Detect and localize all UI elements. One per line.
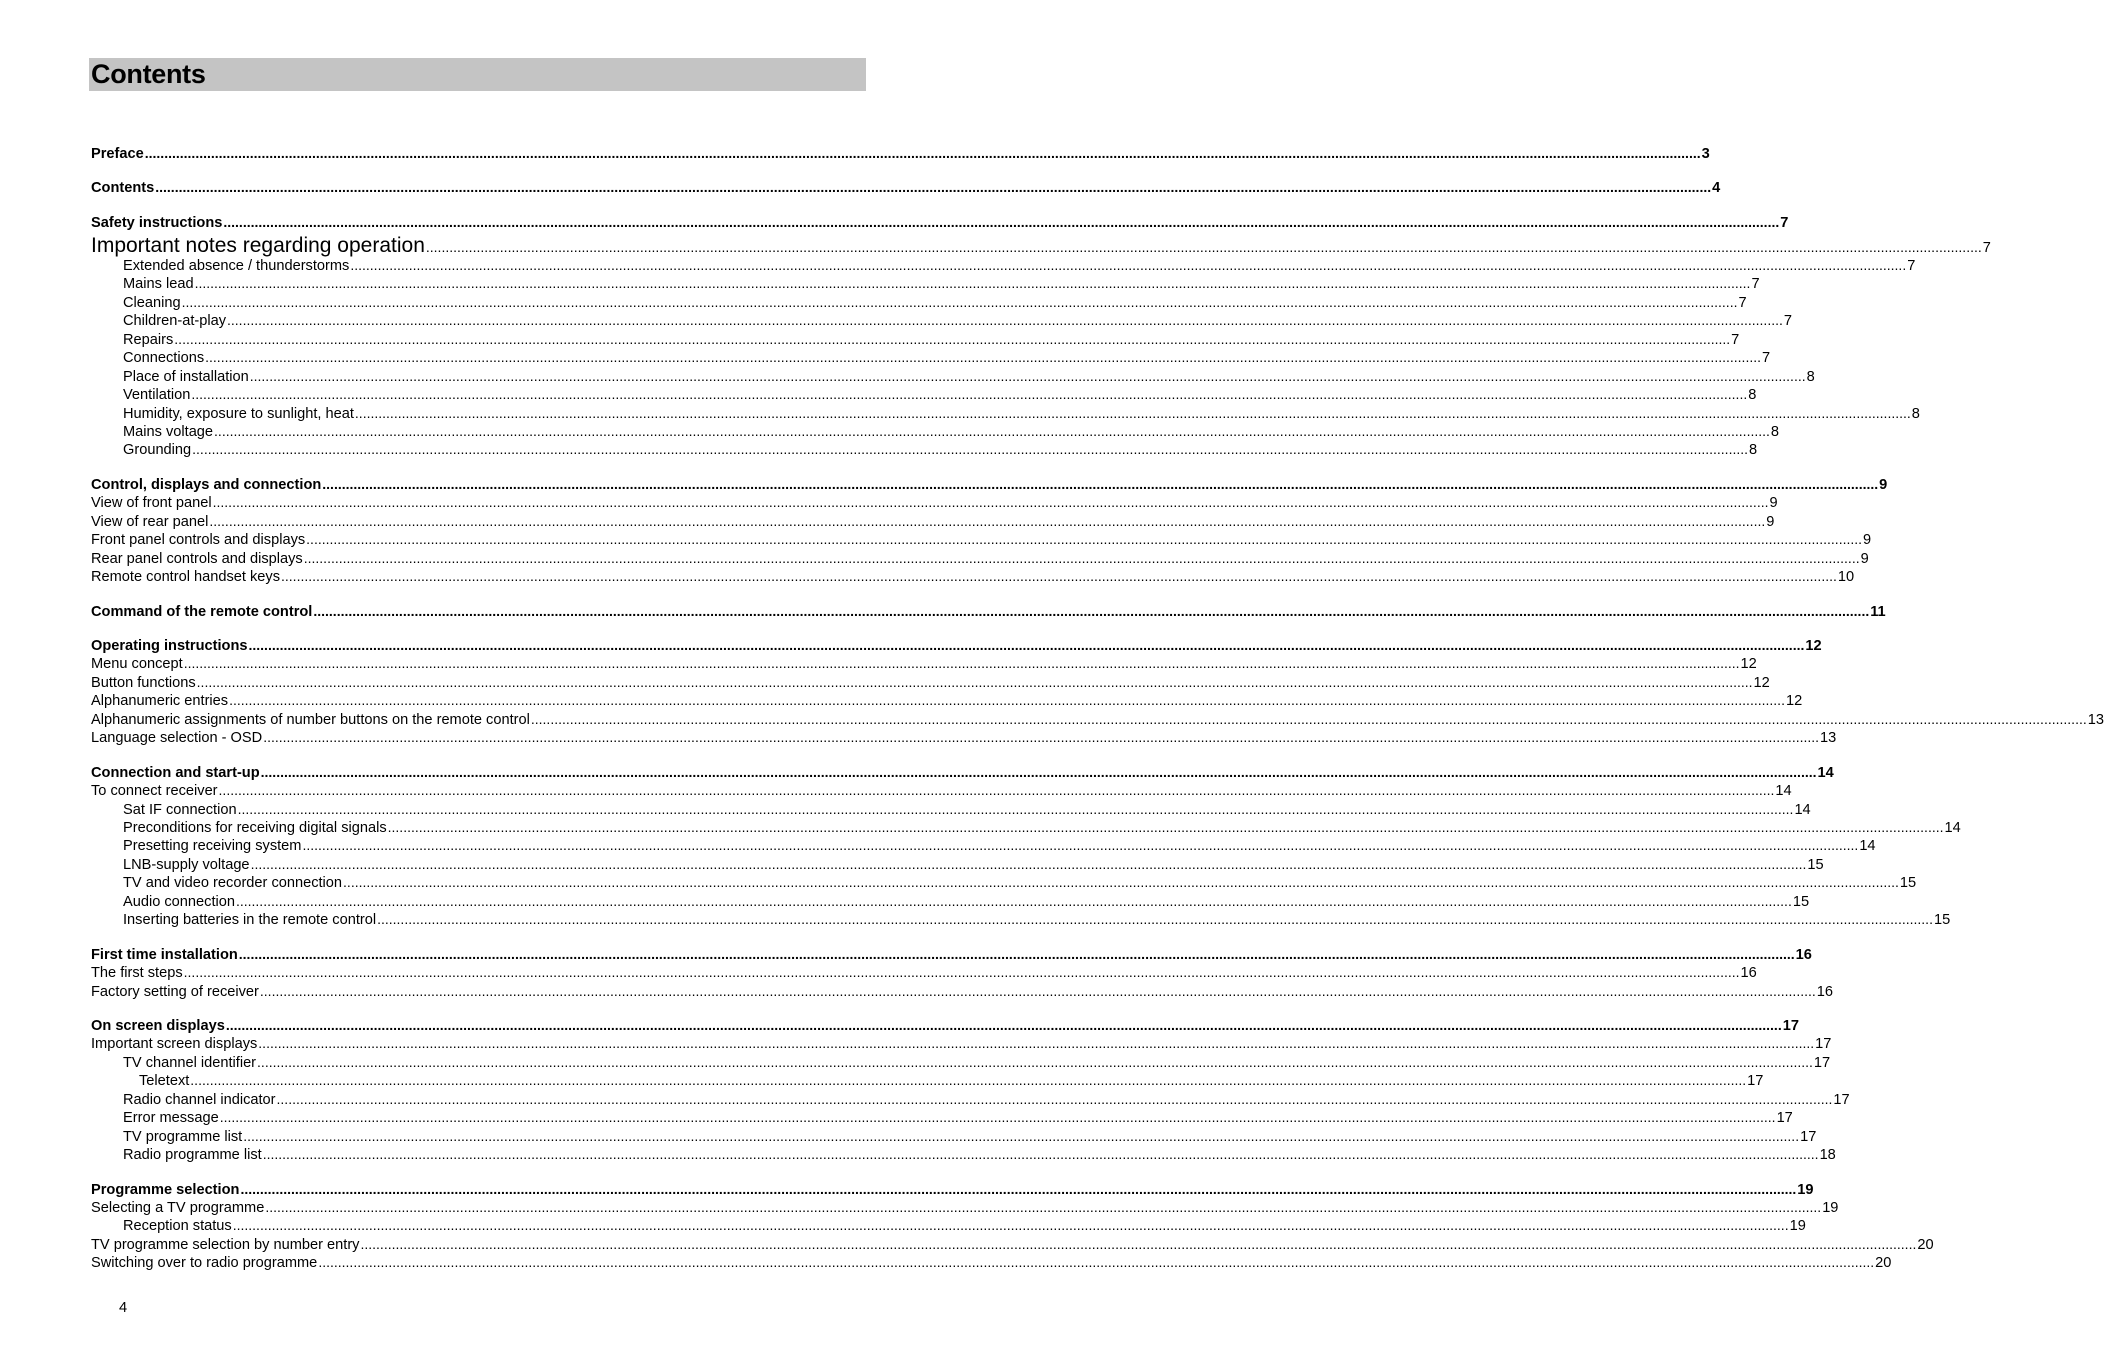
toc-entry [123, 910, 1951, 928]
toc-entry-title: Connection and start-up [91, 765, 260, 781]
toc-entry [123, 1216, 1806, 1234]
toc-dot-leader: ................................................................................................................................................................................................................................................................................................................................................................................................................ [238, 946, 1795, 962]
toc-dot-leader: ................................................................................................................................................................................................................................................................................................................................................................................................................ [174, 331, 1731, 347]
page-title: Contents [91, 59, 206, 89]
toc-dot-leader: ................................................................................................................................................................................................................................................................................................................................................................................................................ [237, 801, 1794, 817]
toc-entry-title: Factory setting of receiver [91, 984, 259, 1000]
toc-dot-leader: ................................................................................................................................................................................................................................................................................................................................................................................................................ [343, 874, 1899, 890]
toc-entry-page: 15 [1807, 857, 1824, 873]
toc-entry-page: 4 [1712, 180, 1721, 196]
toc-entry-title: TV programme list [123, 1129, 243, 1145]
toc-entry-page: 12 [1753, 675, 1770, 691]
toc-dot-leader: ................................................................................................................................................................................................................................................................................................................................................................................................................ [235, 893, 1792, 909]
toc-dot-leader: ................................................................................................................................................................................................................................................................................................................................................................................................................ [183, 655, 1740, 671]
toc-entry-page: 14 [1794, 802, 1811, 818]
toc-dot-leader: ................................................................................................................................................................................................................................................................................................................................................................................................................ [250, 856, 1807, 872]
toc-entry [123, 440, 1758, 458]
toc-entry [91, 530, 1872, 548]
toc-entry-page: 7 [1907, 258, 1916, 274]
toc-entry-title: Sat IF connection [123, 802, 237, 818]
toc-entry-page: 17 [1800, 1129, 1817, 1145]
toc-dot-leader: ................................................................................................................................................................................................................................................................................................................................................................................................................ [257, 1054, 1813, 1070]
toc-dot-leader: ................................................................................................................................................................................................................................................................................................................................................................................................................ [425, 239, 1982, 255]
toc-entry [91, 1016, 1799, 1034]
toc-entry [91, 763, 1834, 781]
toc-dot-leader: ................................................................................................................................................................................................................................................................................................................................................................................................................ [322, 476, 1879, 492]
toc-entry [123, 800, 1811, 818]
toc-entry-title: Error message [123, 1110, 219, 1126]
toc-entry-title: Important screen displays [91, 1036, 258, 1052]
toc-entry [91, 567, 1855, 585]
toc-entry-title: Switching over to radio programme [91, 1255, 318, 1271]
toc-entry-page: 12 [1805, 638, 1822, 654]
toc-entry-title: Presetting receiving system [123, 838, 302, 854]
toc-dot-leader: ................................................................................................................................................................................................................................................................................................................................................................................................................ [258, 1035, 1815, 1051]
contents-heading-bar [89, 58, 866, 91]
toc-dot-leader: ................................................................................................................................................................................................................................................................................................................................................................................................................ [191, 386, 1748, 402]
toc-entry-page: 17 [1813, 1055, 1831, 1071]
toc-entry-page: 9 [1766, 514, 1775, 530]
toc-entry [139, 1071, 1764, 1089]
toc-entry [123, 385, 1757, 403]
toc-entry [91, 602, 1886, 620]
toc-entry-page: 8 [1806, 369, 1815, 385]
toc-dot-leader: ................................................................................................................................................................................................................................................................................................................................................................................................................ [302, 837, 1859, 853]
toc-entry-page: 14 [1859, 838, 1876, 854]
toc-entry [91, 982, 1833, 1000]
toc-entry [91, 691, 1803, 709]
toc-dot-leader: ................................................................................................................................................................................................................................................................................................................................................................................................................ [214, 423, 1770, 439]
toc-entry-page: 3 [1701, 146, 1710, 162]
toc-entry-page: 7 [1751, 276, 1760, 292]
toc-entry-page: 7 [1762, 350, 1771, 366]
toc-entry [123, 404, 1920, 422]
toc-dot-leader: ................................................................................................................................................................................................................................................................................................................................................................................................................ [219, 1109, 1776, 1125]
toc-dot-leader: ................................................................................................................................................................................................................................................................................................................................................................................................................ [227, 312, 1783, 328]
toc-entry-title: Mains voltage [123, 424, 214, 440]
toc-entry [91, 144, 1710, 162]
toc-entry-page: 15 [1933, 912, 1951, 928]
toc-entry [91, 549, 1869, 567]
toc-entry-page: 9 [1860, 551, 1869, 567]
toc-entry [123, 1108, 1793, 1126]
toc-entry-title: Place of installation [123, 369, 249, 385]
toc-entry-title: Radio programme list [123, 1147, 262, 1163]
toc-dot-leader: ................................................................................................................................................................................................................................................................................................................................................................................................................ [260, 764, 1817, 780]
toc-entry-title: LNB-supply voltage [123, 857, 250, 873]
toc-entry-title: Remote control handset keys [91, 569, 281, 585]
toc-entry [91, 512, 1775, 530]
toc-entry-title: Menu concept [91, 656, 183, 672]
toc-entry [123, 818, 1961, 836]
toc-entry-page: 9 [1879, 477, 1888, 493]
toc-entry-title: Connections [123, 350, 205, 366]
toc-entry-title: Repairs [123, 332, 174, 348]
toc-dot-leader: ................................................................................................................................................................................................................................................................................................................................................................................................................ [262, 1146, 1819, 1162]
toc-dot-leader: ................................................................................................................................................................................................................................................................................................................................................................................................................ [218, 782, 1775, 798]
toc-dot-leader: ................................................................................................................................................................................................................................................................................................................................................................................................................ [248, 637, 1805, 653]
toc-entry-title: Humidity, exposure to sunlight, heat [123, 406, 354, 422]
toc-dot-leader: ................................................................................................................................................................................................................................................................................................................................................................................................................ [281, 568, 1837, 584]
toc-dot-leader: ................................................................................................................................................................................................................................................................................................................................................................................................................ [194, 275, 1751, 291]
toc-entry-page: 19 [1797, 1182, 1814, 1198]
toc-entry-page: 16 [1816, 984, 1833, 1000]
toc-entry-title: View of rear panel [91, 514, 209, 530]
toc-dot-leader: ................................................................................................................................................................................................................................................................................................................................................................................................................ [225, 1017, 1782, 1033]
toc-entry [91, 636, 1822, 654]
toc-dot-leader: ................................................................................................................................................................................................................................................................................................................................................................................................................ [318, 1254, 1875, 1270]
toc-dot-leader: ................................................................................................................................................................................................................................................................................................................................................................................................................ [303, 550, 1860, 566]
toc-entry [123, 1053, 1831, 1071]
toc-dot-leader: ................................................................................................................................................................................................................................................................................................................................................................................................................ [313, 603, 1870, 619]
toc-dot-leader: ................................................................................................................................................................................................................................................................................................................................................................................................................ [354, 405, 1911, 421]
toc-entry [123, 836, 1876, 854]
toc-dot-leader: ................................................................................................................................................................................................................................................................................................................................................................................................................ [196, 674, 1753, 690]
toc-entry [91, 1253, 1892, 1271]
toc-entry-page: 12 [1785, 693, 1803, 709]
toc-entry [91, 673, 1770, 691]
toc-entry-title: Preconditions for receiving digital signals [123, 820, 387, 836]
toc-dot-leader: ................................................................................................................................................................................................................................................................................................................................................................................................................ [223, 214, 1780, 230]
toc-dot-leader: ................................................................................................................................................................................................................................................................................................................................................................................................................ [265, 1199, 1822, 1215]
toc-entry [123, 422, 1780, 440]
toc-dot-leader: ................................................................................................................................................................................................................................................................................................................................................................................................................ [360, 1236, 1917, 1252]
toc-entry [91, 710, 2104, 728]
toc-entry-title: First time installation [91, 947, 238, 963]
toc-entry-title: Control, displays and connection [91, 477, 322, 493]
toc-entry-title: TV programme selection by number entry [91, 1237, 360, 1253]
toc-entry-page: 11 [1870, 604, 1886, 620]
toc-entry [123, 311, 1792, 329]
toc-entry [91, 728, 1837, 746]
toc-entry-title: Language selection - OSD [91, 730, 263, 746]
toc-entry-title: Children-at-play [123, 313, 227, 329]
toc-entry-page: 20 [1917, 1237, 1934, 1253]
toc-entry-title: Cleaning [123, 295, 181, 311]
toc-entry-page: 8 [1770, 424, 1780, 440]
toc-entry-title: Contents [91, 180, 155, 196]
toc-entry-title: Grounding [123, 442, 192, 458]
toc-dot-leader: ................................................................................................................................................................................................................................................................................................................................................................................................................ [249, 368, 1806, 384]
toc-entry-page: 16 [1740, 965, 1757, 981]
toc-entry-page: 15 [1899, 875, 1917, 891]
toc-entry-page: 10 [1837, 569, 1855, 585]
toc-entry-page: 13 [2087, 712, 2104, 728]
toc-dot-leader: ................................................................................................................................................................................................................................................................................................................................................................................................................ [212, 494, 1769, 510]
toc-entry-title: Important notes regarding operation [91, 234, 425, 257]
toc-entry-page: 17 [1776, 1110, 1793, 1126]
toc-entry-title: Command of the remote control [91, 604, 313, 620]
toc-entry [91, 178, 1721, 196]
toc-entry-page: 7 [1982, 240, 1991, 256]
toc-dot-leader: ................................................................................................................................................................................................................................................................................................................................................................................................................ [276, 1091, 1833, 1107]
toc-dot-leader: ................................................................................................................................................................................................................................................................................................................................................................................................................ [240, 1181, 1797, 1197]
toc-entry [123, 330, 1740, 348]
toc-entry [91, 781, 1792, 799]
toc-dot-leader: ................................................................................................................................................................................................................................................................................................................................................................................................................ [259, 983, 1816, 999]
toc-entry-title: Inserting batteries in the remote control [123, 912, 377, 928]
toc-dot-leader: ................................................................................................................................................................................................................................................................................................................................................................................................................ [387, 819, 1944, 835]
toc-entry-page: 20 [1875, 1255, 1892, 1271]
toc-dot-leader: ................................................................................................................................................................................................................................................................................................................................................................................................................ [377, 911, 1933, 927]
toc-dot-leader: ................................................................................................................................................................................................................................................................................................................................................................................................................ [229, 692, 1785, 708]
toc-entry [123, 855, 1824, 873]
toc-entry-title: Extended absence / thunderstorms [123, 258, 350, 274]
toc-entry [91, 493, 1778, 511]
toc-entry-page: 12 [1740, 656, 1757, 672]
toc-dot-leader: ................................................................................................................................................................................................................................................................................................................................................................................................................ [155, 179, 1712, 195]
toc-entry-page: 14 [1775, 783, 1792, 799]
toc-entry-title: Alphanumeric entries [91, 693, 229, 709]
toc-entry [91, 475, 1888, 493]
toc-dot-leader: ................................................................................................................................................................................................................................................................................................................................................................................................................ [183, 964, 1740, 980]
toc-entry-page: 17 [1833, 1092, 1850, 1108]
toc-dot-leader: ................................................................................................................................................................................................................................................................................................................................................................................................................ [144, 145, 1701, 161]
toc-entry-page: 17 [1815, 1036, 1832, 1052]
toc-dot-leader: ................................................................................................................................................................................................................................................................................................................................................................................................................ [306, 531, 1863, 547]
toc-entry-page: 19 [1822, 1200, 1839, 1216]
toc-entry [91, 963, 1757, 981]
toc-entry [123, 274, 1760, 292]
toc-entry-page: 9 [1769, 495, 1778, 511]
toc-entry-title: The first steps [91, 965, 183, 981]
toc-entry-title: Safety instructions [91, 215, 223, 231]
toc-entry-title: Programme selection [91, 1182, 240, 1198]
toc-entry-title: View of front panel [91, 495, 212, 511]
toc-entry-title: Mains lead [123, 276, 194, 292]
toc-entry-title: Teletext [139, 1073, 190, 1089]
toc-entry [123, 293, 1747, 311]
toc-dot-leader: ................................................................................................................................................................................................................................................................................................................................................................................................................ [263, 729, 1820, 745]
toc-entry [91, 945, 1812, 963]
toc-entry-page: 17 [1747, 1073, 1764, 1089]
toc-entry-title: Operating instructions [91, 638, 248, 654]
toc-entry-page: 9 [1863, 532, 1872, 548]
toc-entry [91, 1034, 1832, 1052]
toc-dot-leader: ................................................................................................................................................................................................................................................................................................................................................................................................................ [209, 513, 1766, 529]
toc-dot-leader: ................................................................................................................................................................................................................................................................................................................................................................................................................ [190, 1072, 1747, 1088]
toc-entry [123, 873, 1917, 891]
toc-entry-title: Button functions [91, 675, 196, 691]
toc-entry-page: 18 [1819, 1147, 1836, 1163]
toc-entry-page: 8 [1911, 406, 1920, 422]
toc-entry-page: 8 [1748, 387, 1757, 403]
toc-dot-leader: ................................................................................................................................................................................................................................................................................................................................................................................................................ [181, 294, 1738, 310]
toc-dot-leader: ................................................................................................................................................................................................................................................................................................................................................................................................................ [232, 1217, 1789, 1233]
toc-entry [123, 348, 1771, 366]
toc-entry-title: Rear panel controls and displays [91, 551, 303, 567]
toc-entry [123, 892, 1810, 910]
toc-entry-page: 8 [1749, 442, 1758, 458]
toc-entry-title: TV and video recorder connection [123, 875, 343, 891]
toc-entry-title: To connect receiver [91, 783, 218, 799]
toc-entry-title: Selecting a TV programme [91, 1200, 265, 1216]
toc-entry-page: 17 [1782, 1018, 1799, 1034]
toc-entry-title: TV channel identifier [123, 1055, 257, 1071]
toc-entry-title: Ventilation [123, 387, 191, 403]
toc-entry [123, 256, 1916, 274]
toc-entry-page: 7 [1783, 313, 1792, 329]
toc-entry-title: Front panel controls and displays [91, 532, 306, 548]
toc-entry [91, 1198, 1839, 1216]
toc-entry-title: Radio channel indicator [123, 1092, 276, 1108]
toc-entry-title: Reception status [123, 1218, 232, 1234]
toc-entry-title: Preface [91, 146, 144, 162]
toc-dot-leader: ................................................................................................................................................................................................................................................................................................................................................................................................................ [530, 711, 2087, 727]
toc-dot-leader: ................................................................................................................................................................................................................................................................................................................................................................................................................ [192, 441, 1749, 457]
toc-entry-page: 7 [1780, 215, 1789, 231]
toc-entry-title: On screen displays [91, 1018, 225, 1034]
toc-entry [123, 1127, 1817, 1145]
toc-entry [91, 213, 1789, 231]
toc-entry-page: 15 [1792, 894, 1810, 910]
toc-entry-page: 7 [1731, 332, 1740, 348]
toc-entry-title: Alphanumeric assignments of number buttons on the remote control [91, 712, 530, 728]
page-number: 4 [119, 1300, 128, 1316]
toc-entry [91, 1235, 1934, 1253]
toc-dot-leader: ................................................................................................................................................................................................................................................................................................................................................................................................................ [205, 349, 1761, 365]
toc-dot-leader: ................................................................................................................................................................................................................................................................................................................................................................................................................ [243, 1128, 1800, 1144]
toc-entry [123, 1090, 1850, 1108]
toc-entry [123, 367, 1815, 385]
toc-entry-title: Audio connection [123, 894, 235, 910]
toc-entry [91, 1180, 1814, 1198]
toc-entry-page: 7 [1738, 295, 1747, 311]
toc-entry-page: 13 [1820, 730, 1837, 746]
toc-entry [91, 654, 1757, 672]
toc-dot-leader: ................................................................................................................................................................................................................................................................................................................................................................................................................ [350, 257, 1907, 273]
toc-entry [123, 1145, 1836, 1163]
toc-entry-page: 14 [1944, 820, 1961, 836]
toc-entry-page: 14 [1817, 765, 1834, 781]
toc-entry-page: 19 [1789, 1218, 1806, 1234]
toc-entry-page: 16 [1795, 947, 1812, 963]
